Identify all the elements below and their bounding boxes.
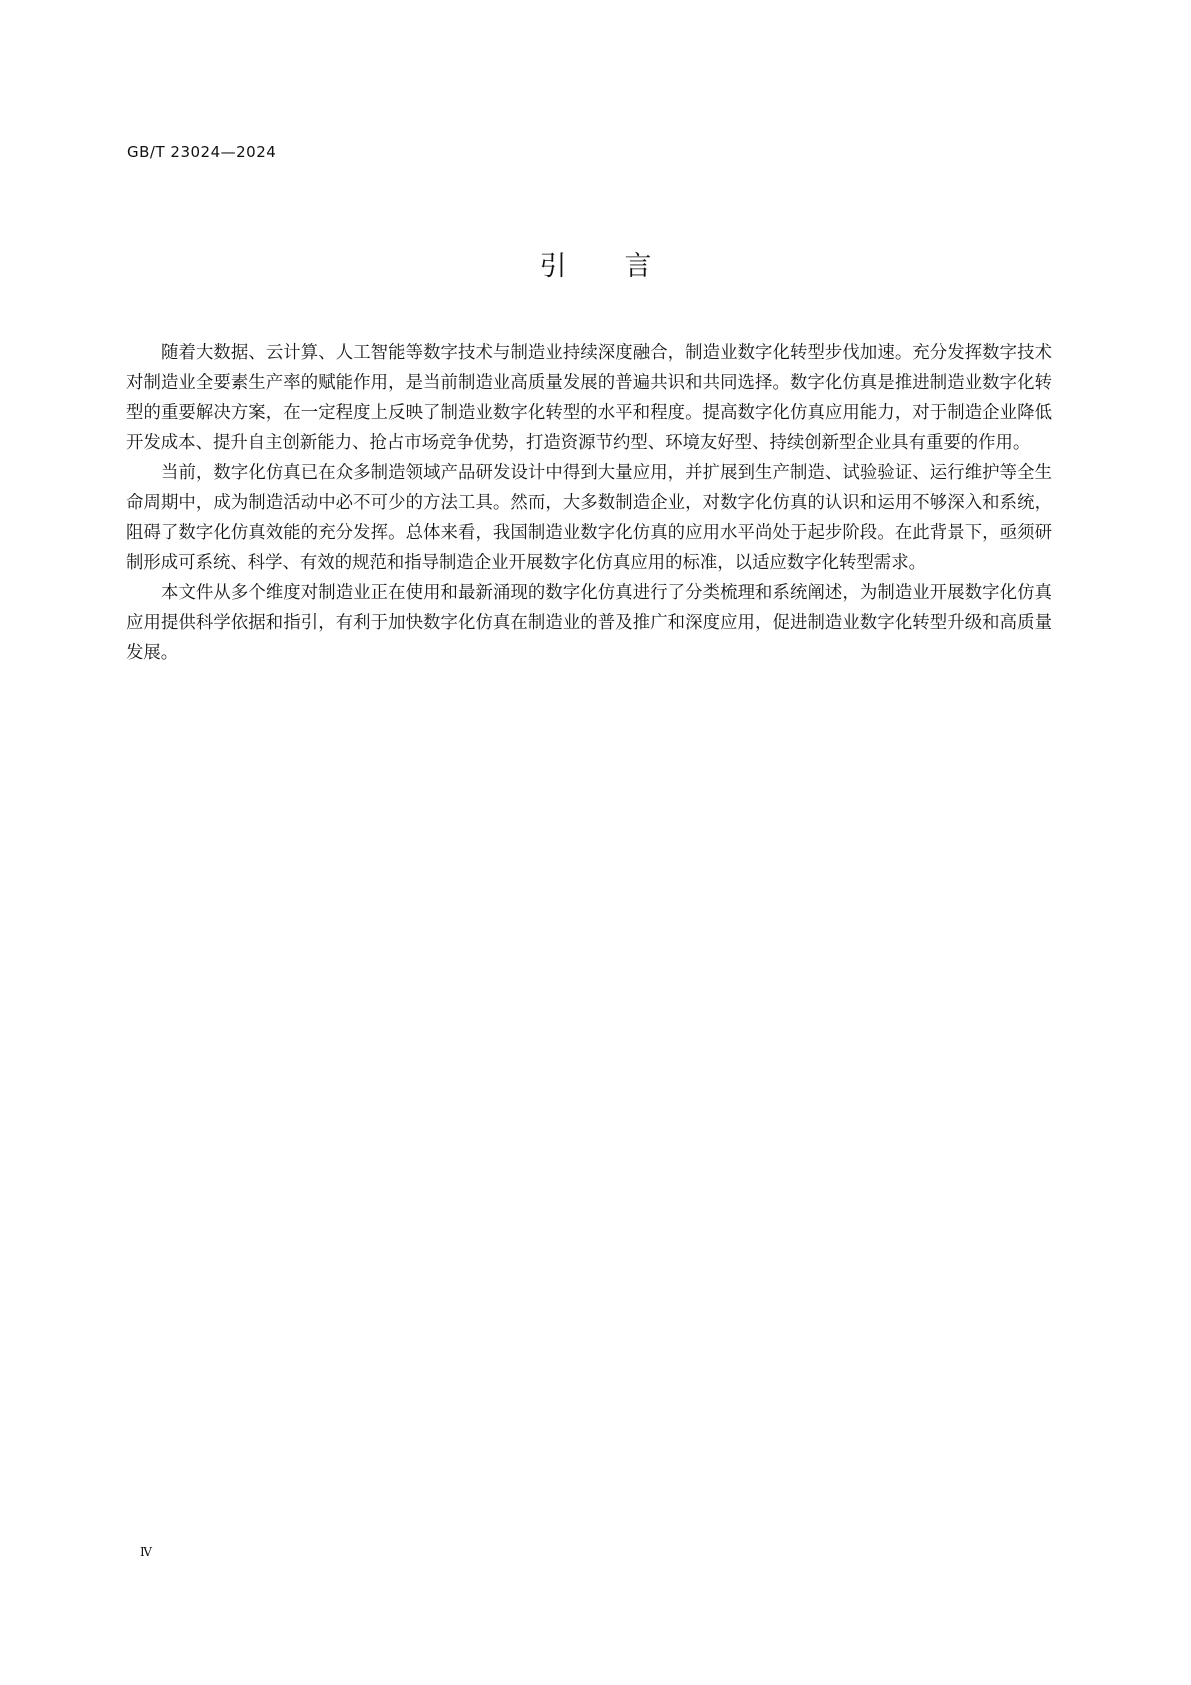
section-title: 引言 [539, 251, 710, 282]
page-number: Ⅳ [140, 1545, 152, 1559]
standard-code: GB/T 23024—2024 [127, 143, 277, 161]
paragraph: 本文件从多个维度对制造业正在使用和最新涌现的数字化仿真进行了分类梳理和系统阐述，为制造业开展数字化仿真应用提供科学依据和指引，有利于加快数字化仿真在制造业的普及推广和深度应用，促进制造业数字化转型升级和高质量发展。 [126, 583, 1052, 663]
introduction-body [126, 338, 1052, 668]
paragraph: 当前，数字化仿真已在众多制造领域产品研发设计中得到大量应用，并扩展到生产制造、试验验证、运行维护等全生命周期中，成为制造活动中必不可少的方法工具。然而，大多数制造企业，对数字化仿真的认识和运用不够深入和系统，阻碍了数字化仿真效能的充分发挥。总体来看，我国制造业数字化仿真的应用水平尚处于起步阶段。在此背景下，亟须研制形成可系统、科学、有效的规范和指导制造企业开展数字化仿真应用的标准，以适应数字化转型需求。 [126, 463, 1052, 573]
paragraph: 随着大数据、云计算、人工智能等数字技术与制造业持续深度融合，制造业数字化转型步伐加速。充分发挥数字技术对制造业全要素生产率的赋能作用，是当前制造业高质量发展的普遍共识和共同选择。数字化仿真是推进制造业数字化转型的重要解决方案，在一定程度上反映了制造业数字化转型的水平和程度。提高数字化仿真应用能力，对于制造企业降低开发成本、提升自主创新能力、抢占市场竞争优势，打造资源节约型、环境友好型、持续创新型企业具有重要的作用。 [126, 343, 1052, 453]
